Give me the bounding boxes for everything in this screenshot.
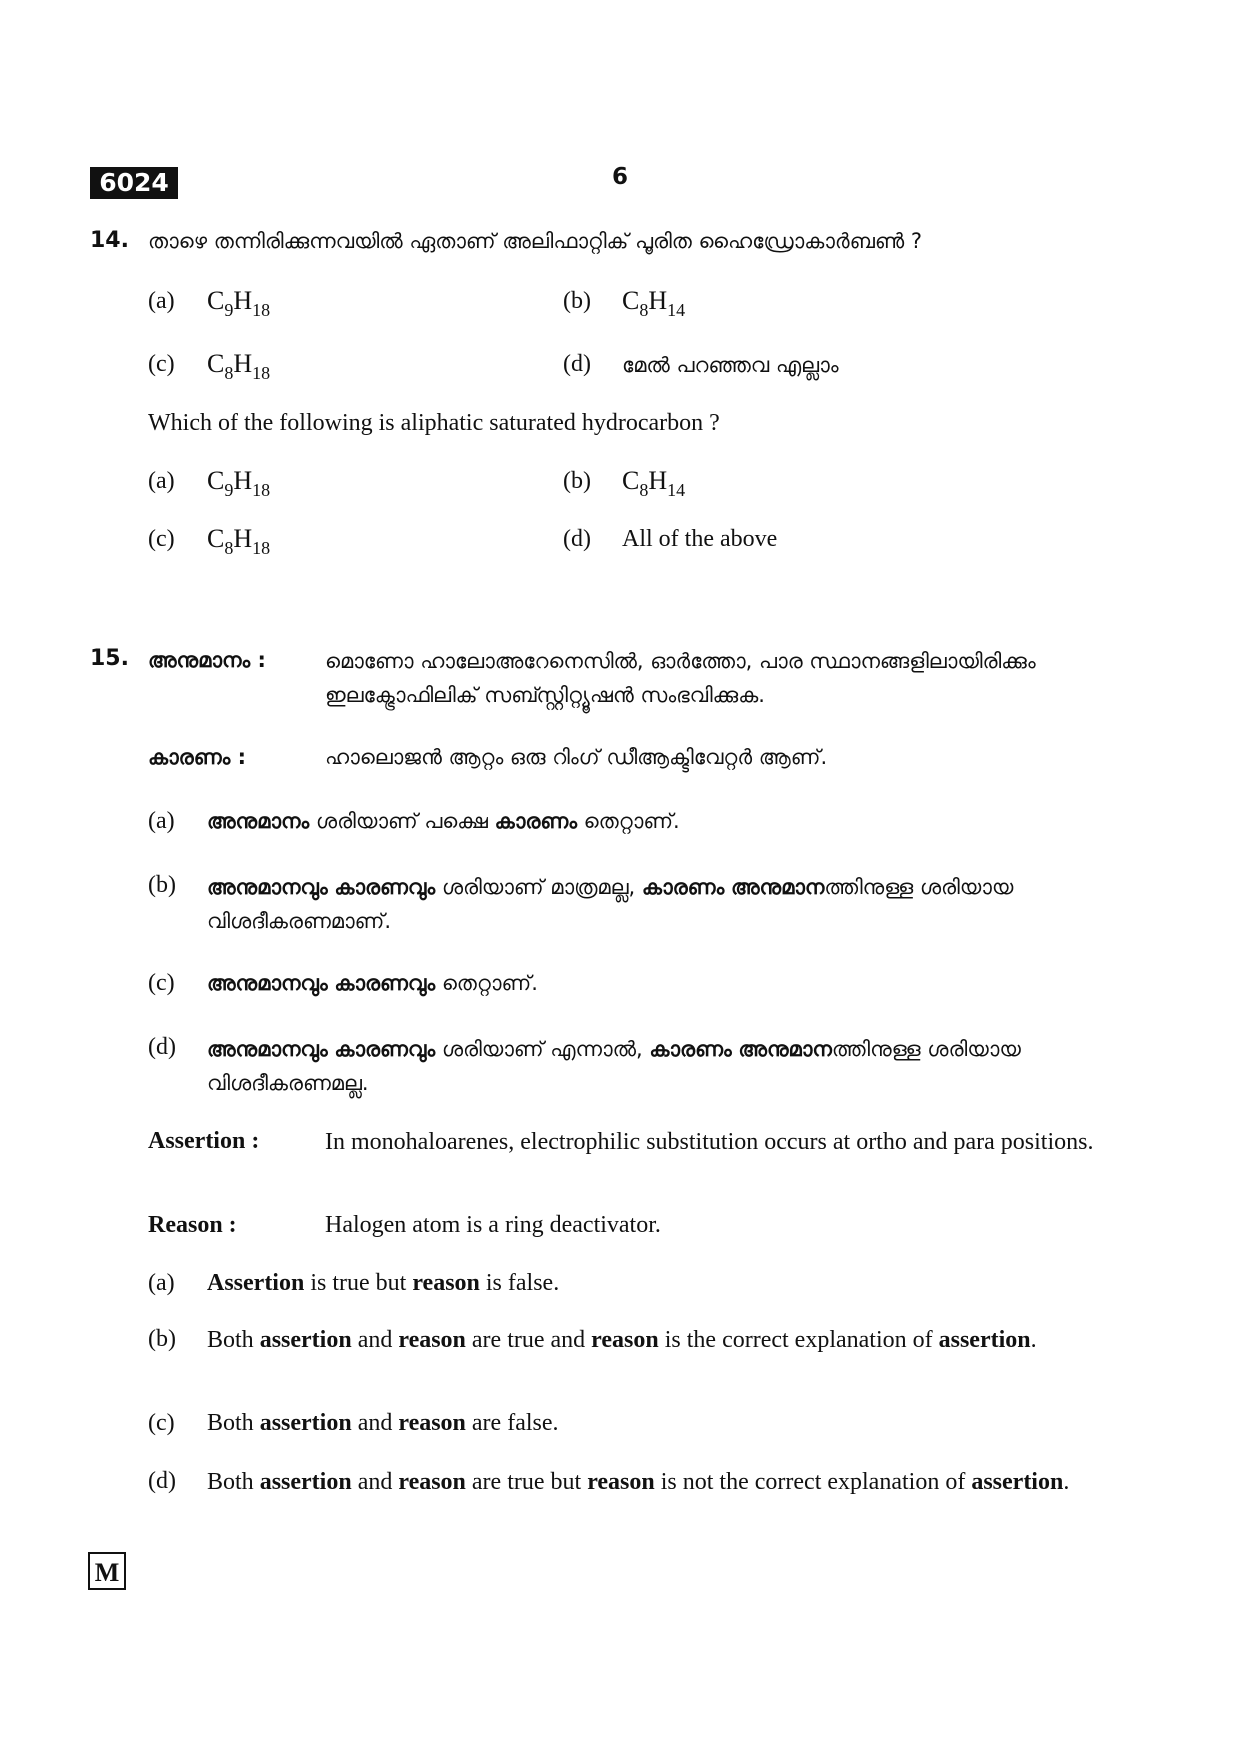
q15-en-reason-label: Reason : [148,1212,237,1238]
q14-ml-opt-a-label: (a) [148,288,175,314]
medium-mark-box: M [88,1552,126,1590]
q14-en-opt-c-label: (c) [148,526,175,552]
q14-ml-opt-b-label: (b) [563,288,591,314]
q15-en-opt-a-text: Assertion is true but reason is false. [207,1270,560,1296]
q15-ml-opt-b-label: (b) [148,872,176,898]
q15-en-opt-c-text: Both assertion and reason are false. [207,1410,559,1436]
page-number: 6 [612,164,629,190]
q15-en-reason-text: Halogen atom is a ring deactivator. [325,1212,661,1238]
q14-ml-opt-d-text: മേൽ പറഞ്ഞവ എല്ലാം [622,353,839,377]
q15-ml-opt-a-text: അനുമാനം ശരിയാണ് പക്ഷെ കാരണം തെറ്റാണ്. [207,809,680,833]
paper-code-badge: 6024 [90,167,178,199]
q14-ml-opt-c-label: (c) [148,351,175,377]
question-14-number: 14. [90,228,129,253]
q14-en-opt-a-formula: $C_9H_{18}$ [207,466,271,500]
q14-ml-opt-d-label: (d) [563,351,591,377]
q14-en-opt-b-label: (b) [563,468,591,494]
q15-en-assertion-label: Assertion : [148,1128,260,1154]
q15-ml-opt-c-text: അനുമാനവും കാരണവും തെറ്റാണ്. [207,971,538,995]
q15-ml-reason-text: ഹാലൊജൻ ആറ്റം ഒരു റിംഗ് ഡീആക്ടിവേറ്റർ ആണ്. [325,745,828,769]
q15-en-opt-c-label: (c) [148,1410,175,1436]
q14-ml-opt-b-formula: $C_8H_{14}$ [622,286,686,320]
q15-en-opt-d-text: Both assertion and reason are true but reason is not the correct explanation of assertion. [207,1469,1070,1495]
q14-malayalam-question: താഴെ തന്നിരിക്കുന്നവയിൽ ഏതാണ് അലിഫാറ്റിക് പൂരിത ഹൈഡ്രോകാർബൺ ? [148,229,923,253]
q15-ml-opt-d-label: (d) [148,1034,176,1060]
q15-ml-reason-label: കാരണം : [148,745,247,769]
q15-en-opt-a-label: (a) [148,1270,175,1296]
q15-ml-opt-a-label: (a) [148,808,175,834]
q14-en-opt-b-formula: $C_8H_{14}$ [622,466,686,500]
q15-en-assertion-text: In monohaloarenes, electrophilic substitution occurs at ortho and para positions. [325,1129,1094,1155]
q15-ml-assertion-label: അനുമാനം : [148,648,266,672]
q14-english-question: Which of the following is aliphatic saturated hydrocarbon ? [148,410,720,436]
q14-ml-opt-c-formula: $C_8H_{18}$ [207,349,271,383]
q15-ml-opt-c-label: (c) [148,970,175,996]
q14-ml-opt-a-formula: $C_9H_{18}$ [207,286,271,320]
q15-ml-opt-b-text: അനുമാനവും കാരണവും ശരിയാണ് മാത്രമല്ല, കാരണം അനുമാനത്തിനുള്ള ശരിയായ വിശദീകരണമാണ്. [207,875,1014,933]
question-15-number: 15. [90,646,129,671]
q15-en-opt-b-text: Both assertion and reason are true and reason is the correct explanation of assertion. [207,1327,1037,1353]
q14-en-opt-a-label: (a) [148,468,175,494]
q14-en-opt-d-label: (d) [563,526,591,552]
q15-ml-opt-d-text: അനുമാനവും കാരണവും ശരിയാണ് എന്നാൽ, കാരണം അനുമാനത്തിനുള്ള ശരിയായ വിശദീകരണമല്ല. [207,1037,1021,1095]
q14-en-opt-d-text: All of the above [622,526,778,552]
q15-en-opt-b-label: (b) [148,1326,176,1352]
q15-ml-assertion-text: മൊണോ ഹാലോഅറേനെസിൽ, ഓർത്തോ, പാര സ്ഥാനങ്ങളിലായിരിക്കും ഇലക്ട്രോഫിലിക് സബ്സ്റ്റിറ്റ്യൂഷൻ സംഭവിക്കുക. [325,649,1036,707]
q15-en-opt-d-label: (d) [148,1468,176,1494]
q14-en-opt-c-formula: $C_8H_{18}$ [207,524,271,558]
